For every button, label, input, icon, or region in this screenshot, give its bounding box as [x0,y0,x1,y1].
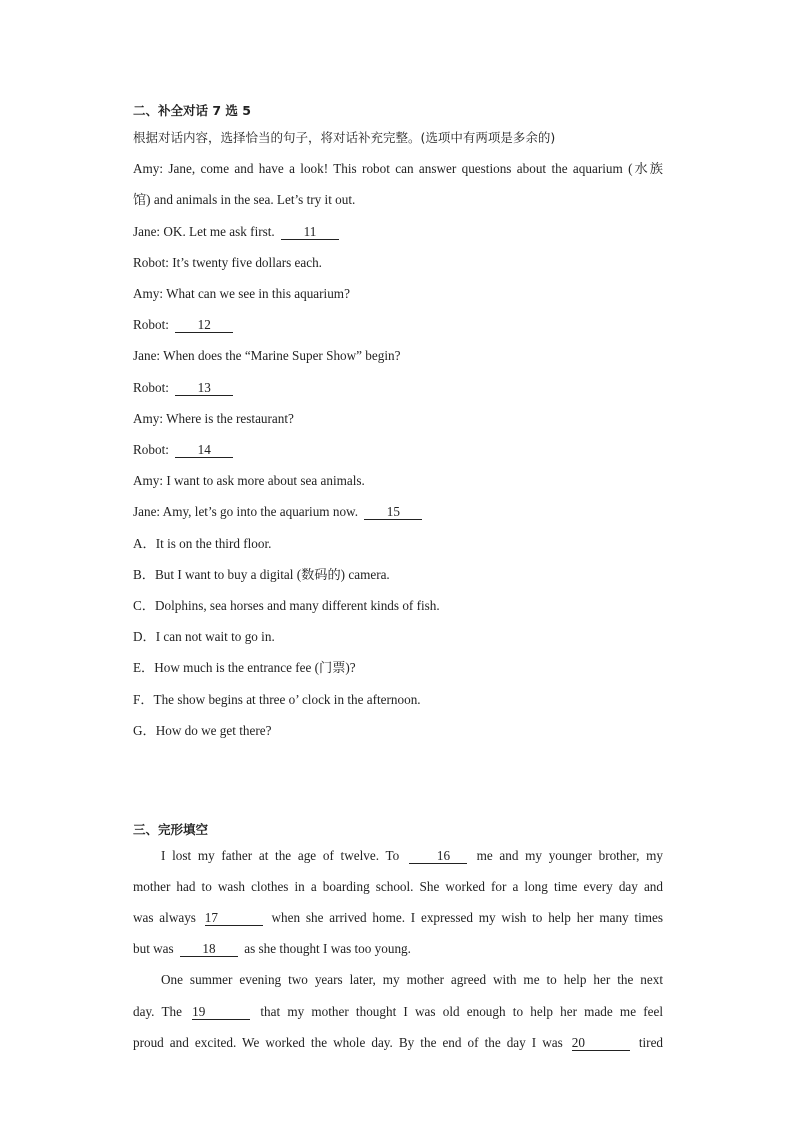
dialogue-text: Robot: [133,317,173,332]
answer-blank-13: 13 [175,380,233,396]
passage-text: me and my younger brother, my [476,848,664,863]
answer-blank-11: 11 [281,224,339,240]
passage-text: when she arrived home. I expressed my wish to help her many times [271,910,663,925]
option-c: C．Dolphins, sea horses and many different kinds of fish. [133,598,440,613]
passage-text: proud and excited. We worked the whole day. By the end of the day I was [133,1035,563,1050]
option-a: A．It is on the third floor. [133,536,272,551]
answer-blank-14: 14 [175,442,233,458]
section-3-heading: 三、完形填空 [133,822,209,837]
answer-blank-19: 19 [192,1004,250,1020]
answer-blank-18: 18 [180,941,238,957]
passage-line: One summer evening two years later, my mother agreed with me to help her the next [161,972,663,987]
option-d: D．I can not wait to go in. [133,629,275,644]
passage-text: but was [133,941,174,956]
dialogue-line: Jane: When does the “Marine Super Show” begin? [133,348,401,363]
dialogue-line: Amy: Jane, come and have a look! This robot can answer questions about the aquarium (水族 [133,161,663,176]
option-b: B．But I want to buy a digital (数码的) camera. [133,567,390,582]
dialogue-line: Amy: What can we see in this aquarium? [133,286,350,301]
answer-blank-12: 12 [175,317,233,333]
answer-blank-17: 17 [205,910,263,926]
option-e: E．How much is the entrance fee (门票)? [133,660,356,675]
dialogue-line: Robot: It’s twenty five dollars each. [133,255,322,270]
answer-blank-16: 16 [409,848,467,864]
dialogue-line [133,441,663,459]
passage-line [133,909,663,927]
dialogue-line [133,316,663,334]
passage-text: that my mother thought I was old enough to help her made me feel [260,1004,664,1019]
passage-line [133,847,663,865]
dialogue-line [133,223,663,241]
passage-text: tired [638,1035,664,1050]
section-2-instruction: 根据对话内容，选择恰当的句子，将对话补充完整。(选项中有两项是多余的) [133,130,556,145]
passage-text: was always [133,910,196,925]
passage-text: day. The [133,1004,182,1019]
dialogue-line: Amy: Where is the restaurant? [133,411,294,426]
passage-text: as she thought I was too young. [244,941,411,956]
answer-blank-15: 15 [364,504,422,520]
dialogue-line: Amy: I want to ask more about sea animals. [133,473,365,488]
passage-line [133,1003,663,1021]
answer-blank-20: 20 [572,1035,630,1051]
option-g: G．How do we get there? [133,723,272,738]
passage-text: I lost my father at the age of twelve. To [161,848,400,863]
dialogue-text: Jane: Amy, let’s go into the aquarium now. [133,504,362,519]
passage-line: mother had to wash clothes in a boarding school. She worked for a long time every day and [133,879,663,894]
section-2-heading: 二、补全对话 7 选 5 [133,103,251,118]
dialogue-line [133,503,663,521]
dialogue-text: Jane: OK. Let me ask first. [133,224,279,239]
dialogue-line [133,379,663,397]
dialogue-text: Robot: [133,442,173,457]
dialogue-line: 馆) and animals in the sea. Let’s try it out. [133,192,356,207]
option-f: F．The show begins at three o’ clock in the afternoon. [133,692,421,707]
passage-line [133,940,663,958]
dialogue-text: Robot: [133,380,173,395]
passage-line [133,1034,663,1052]
